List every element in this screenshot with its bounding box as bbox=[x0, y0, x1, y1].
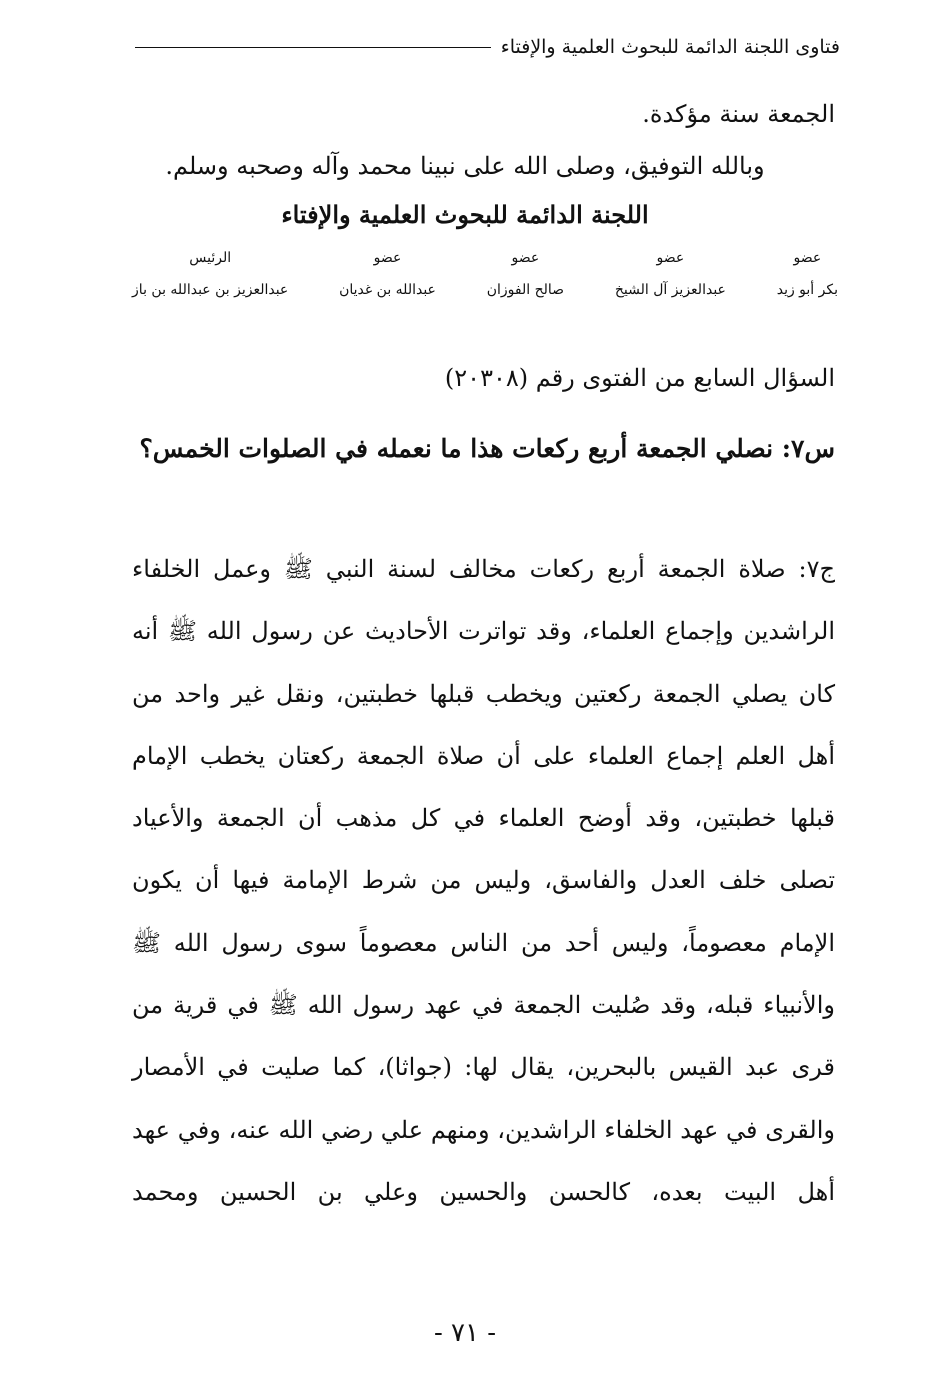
header-rule bbox=[135, 47, 491, 48]
running-header-title: فتاوى اللجنة الدائمة للبحوث العلمية والإفتاء bbox=[500, 36, 840, 58]
signatory bbox=[777, 250, 838, 298]
signatory bbox=[339, 250, 436, 298]
signatory-name: عبدالعزيز بن عبدالله بن باز bbox=[132, 282, 289, 298]
signatory-name: عبدالعزيز آل الشيخ bbox=[614, 282, 726, 298]
signatory-name: صالح الفوزان bbox=[486, 282, 565, 298]
signatories-table bbox=[132, 250, 838, 298]
question-reference: السؤال السابع من الفتوى رقم (٢٠٣٠٨) bbox=[444, 364, 835, 392]
signatory-role: عضو bbox=[793, 250, 822, 266]
answer-text: ج٧: صلاة الجمعة أربع ركعات مخالف لسنة النبي ﷺ وعمل الخلفاء الراشدين وإجماع العلماء، وقد تواترت الأحاديث عن رسول الله ﷺ أنه كان يصلي الجمعة ركعتين ويخطب قبلها خطبتين، ونقل غير واحد من أهل العلم إجماع العلماء على أن صلاة الجمعة ركعتان يخطب الإمام قبلها خطبتين، وقد أوضح العلماء في كل مذهب أن الجمعة والأعياد تصلى خلف العدل والفاسق، وليس من شرط الإمامة فيها أن يكون الإمام معصوماً، وليس أحد من الناس معصوماً سوى رسول الله ﷺ والأنبياء قبله، وقد صُليت الجمعة في عهد رسول الله ﷺ في قرية من قرى عبد القيس بالبحرين، يقال لها: (جواثا)، كما صليت في الأمصار والقرى في عهد الخلفاء الراشدين، ومنهم علي رضي الله عنه، وفي عهد أهل البيت بعده، كالحسن والحسين وعلي بن الحسين ومحمد bbox=[132, 555, 835, 1206]
signatory bbox=[615, 250, 726, 298]
page-number: - ٧١ - bbox=[433, 1318, 497, 1348]
closing-line: الجمعة سنة مؤكدة. bbox=[642, 100, 835, 128]
signatory-role: عضو bbox=[373, 250, 402, 266]
signatory-role: عضو bbox=[511, 250, 540, 266]
running-header bbox=[135, 36, 840, 58]
signatory bbox=[487, 250, 564, 298]
signatory-name: عبدالله بن غديان bbox=[339, 282, 436, 298]
committee-title: اللجنة الدائمة للبحوث العلمية والإفتاء bbox=[281, 200, 649, 229]
signatory-role: عضو bbox=[656, 250, 685, 266]
signatory-role: الرئيس bbox=[189, 250, 232, 266]
signatory bbox=[132, 250, 288, 298]
blessing-line: وبالله التوفيق، وصلى الله على نبينا محمد وآله وصحبه وسلم. bbox=[165, 152, 765, 180]
signatory-name: بكر أبو زيد bbox=[776, 282, 838, 298]
question-text: س٧: نصلي الجمعة أربع ركعات هذا ما نعمله في الصلوات الخمس؟ bbox=[139, 434, 835, 463]
